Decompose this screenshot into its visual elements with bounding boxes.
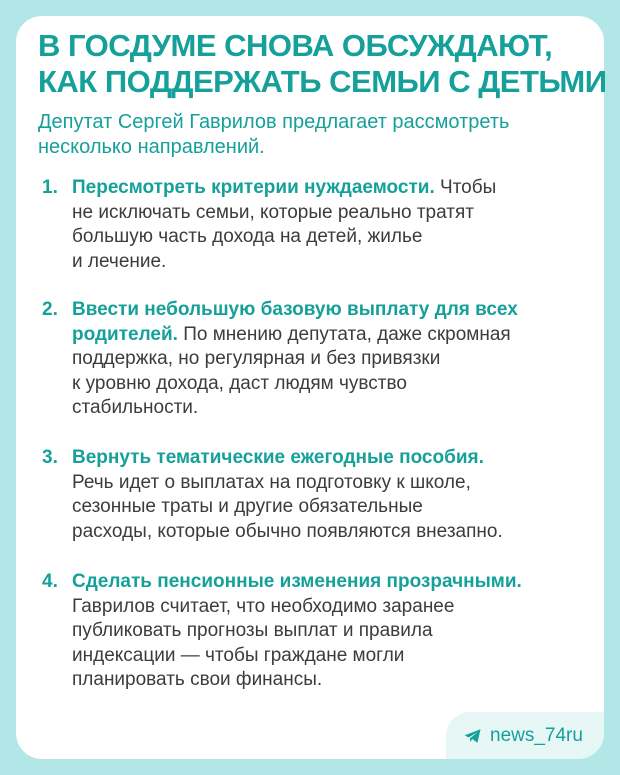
item-heading: родителей.: [72, 323, 178, 345]
item-number: 3.: [42, 447, 58, 468]
item-heading: Пересмотреть критерии нуждаемости.: [72, 177, 435, 198]
telegram-icon: [464, 728, 482, 744]
subtitle-line-2: несколько направлений.: [38, 136, 265, 158]
item-text: не исключать семьи, которые реально тратят: [72, 201, 474, 223]
item-text: большую часть дохода на детей, жилье: [72, 226, 423, 247]
item-text: По мнению депутата, даже скромная: [177, 323, 511, 345]
item-text: к уровню дохода, даст людям чувство: [72, 372, 407, 394]
item-text: индексации — чтобы граждане могли: [72, 644, 405, 666]
title-line-2: КАК ПОДДЕРЖАТЬ СЕМЬИ С ДЕТЬМИ: [38, 64, 607, 99]
item-text: Речь идет о выплатах на подготовку к школе,: [72, 471, 471, 493]
item-text: стабильности.: [72, 397, 199, 418]
item-text: поддержка, но регулярная и без привязки: [72, 348, 441, 369]
item-text: сезонные траты и другие обязательные: [72, 496, 423, 517]
item-number: 2.: [42, 299, 58, 320]
item-text: расходы, которые обычно появляются внезапно.: [72, 520, 503, 542]
page-title: [38, 28, 607, 100]
item-number: 1.: [42, 177, 58, 198]
channel-handle[interactable]: news_74ru: [490, 724, 583, 746]
item-heading: Сделать пенсионные изменения прозрачными.: [72, 571, 522, 592]
item-heading: Ввести небольшую базовую выплату для всех: [72, 299, 518, 320]
item-text: Чтобы: [434, 177, 497, 198]
item-heading: Вернуть тематические ежегодные пособия.: [72, 447, 484, 468]
channel-badge[interactable]: [446, 712, 604, 759]
title-line-1: В ГОСДУМЕ СНОВА ОБСУЖДАЮТ,: [38, 28, 553, 63]
item-text: и лечение.: [72, 250, 167, 272]
subtitle-line-1: Депутат Сергей Гаврилов предлагает рассмотреть: [38, 111, 510, 133]
item-number: 4.: [42, 571, 58, 592]
item-text: Гаврилов считает, что необходимо заранее: [72, 595, 455, 617]
subtitle: [38, 110, 598, 160]
item-text: публиковать прогнозы выплат и правила: [72, 620, 433, 641]
item-text: планировать свои финансы.: [72, 669, 323, 690]
